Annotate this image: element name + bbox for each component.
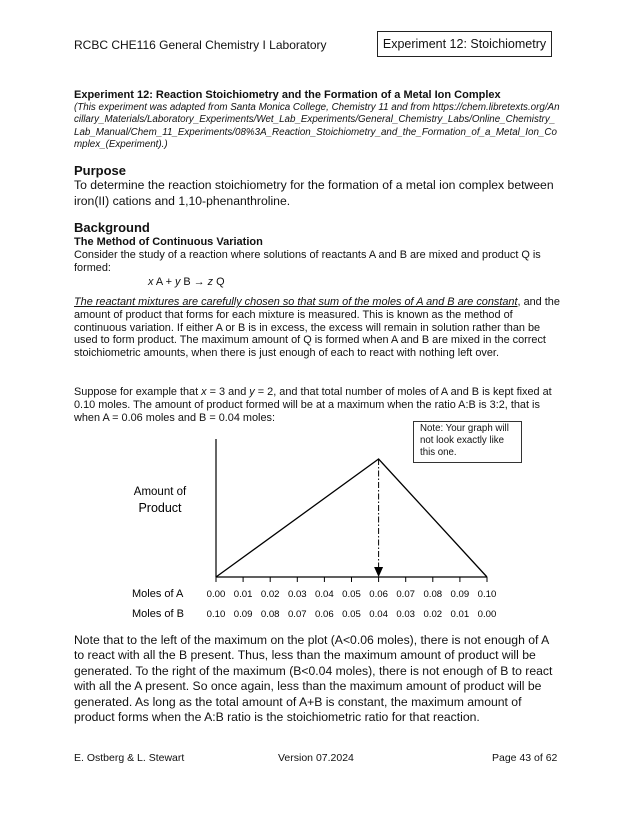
x-tick-label-a: 0.01 <box>233 589 253 600</box>
product-series-line <box>216 459 487 577</box>
x-tick-label-a: 0.04 <box>315 589 334 600</box>
row-label-moles-a: Moles of A <box>132 588 184 600</box>
x-tick-label-a: 0.03 <box>287 589 307 600</box>
x-tick-label-b: 0.05 <box>342 609 361 620</box>
footer-authors: E. Ostberg & L. Stewart <box>74 752 185 764</box>
x-tick-label-a: 0.00 <box>206 589 226 600</box>
x-tick-label-b: 0.08 <box>260 609 280 620</box>
x-tick-label-b: 0.07 <box>287 609 307 620</box>
document-title: Experiment 12: Reaction Stoichiometry and the Formation of a Metal Ion Complex <box>74 89 501 101</box>
x-tick-label-a: 0.06 <box>369 589 388 600</box>
footer-page: Page 43 of 62 <box>492 752 558 764</box>
x-tick-label-b: 0.00 <box>477 609 497 620</box>
x-tick-label-b: 0.09 <box>233 609 253 620</box>
coef-x: x <box>148 276 154 288</box>
x-tick-label-a: 0.02 <box>260 589 280 600</box>
x-tick-label-a: 0.07 <box>396 589 416 600</box>
x-tick-label-b: 0.10 <box>206 609 226 620</box>
coef-z: z <box>204 276 214 288</box>
x-tick-label-b: 0.01 <box>450 609 470 620</box>
x-tick-label-a: 0.05 <box>342 589 361 600</box>
eq-q: Q <box>213 276 225 288</box>
maximum-arrowhead <box>374 567 383 577</box>
background-paragraph-1: Consider the study of a reaction where solutions of reactants A and B are mixed and product Q is formed: <box>74 249 541 275</box>
purpose-heading: Purpose <box>74 163 127 178</box>
eq-b: B <box>180 276 194 288</box>
row-label-moles-b: Moles of B <box>132 608 184 620</box>
p3-y: y <box>249 386 255 398</box>
x-tick-label-b: 0.04 <box>369 609 388 620</box>
background-heading: Background <box>74 220 150 235</box>
p3-t1: Suppose for example that <box>74 386 202 398</box>
background-paragraph-3 <box>74 386 564 424</box>
source-credit: (This experiment was adapted from Santa Monica College, Chemistry 11 and from https://chem.libretexts.org/Ancillary_Materials/Laboratory_Experiments/Wet_Lab_Experiments/General_Chemistry_Labs/Online_Chemistry_Lab_Manual/Chem_11_Experiments/08%3A_Reaction_Stoichiometry_and_the_Formation_of_a_Metal_Ion_Complex_(Experiment).) <box>74 102 560 151</box>
header-course: RCBC CHE116 General Chemistry I Laboratory <box>74 38 327 52</box>
y-axis-label-line1: Amount of <box>133 486 187 498</box>
underlined-statement: The reactant mixtures are carefully chosen so that sum of the moles of A and B are constant <box>74 296 518 308</box>
x-tick-label-a: 0.08 <box>423 589 443 600</box>
p3-t2: = 3 and <box>206 386 250 398</box>
method-subheading: The Method of Continuous Variation <box>74 236 263 248</box>
x-tick-label-a: 0.10 <box>477 589 497 600</box>
background-paragraph-2 <box>74 296 564 360</box>
p3-x: x <box>201 386 207 398</box>
reaction-equation <box>148 276 225 288</box>
header-experiment-box: Experiment 12: Stoichiometry <box>377 31 552 57</box>
reaction-arrow: → <box>193 276 205 288</box>
p3-t3: = 2, and that total number of moles of A and B is kept fixed at 0.10 moles. The amount of product formed will be at a maximum when the ratio A:B is 3:2, that is when A = 0.06 moles and B = 0.04 moles: <box>74 386 552 424</box>
x-tick-label-b: 0.02 <box>423 609 443 620</box>
graph-note: Note: Your graph will not look exactly like this one. <box>413 421 522 463</box>
x-tick-label-a: 0.09 <box>450 589 470 600</box>
purpose-text: To determine the reaction stoichiometry for the formation of a metal ion complex between iron(II) cations and 1,10-phenanthroline. <box>74 178 554 208</box>
paragraph-2-rest: , and the amount of product that forms for each mixture is measured. This is known as the method of continuous variation. If either A or B is in excess, the excess will remain in solution rather than be used to form product. The maximum amount of Q is formed when A and B are mixed in the correct stoichiometric amounts, when there is just enough of each to react with nothing left over. <box>74 296 560 360</box>
y-axis-label-line2: Product <box>138 501 182 515</box>
coef-y: y <box>174 276 181 288</box>
x-tick-label-b: 0.06 <box>315 609 334 620</box>
footer-version: Version 07.2024 <box>278 752 354 764</box>
x-tick-label-b: 0.03 <box>396 609 416 620</box>
eq-a: A + <box>153 276 175 288</box>
conclusion-paragraph: Note that to the left of the maximum on the plot (A<0.06 moles), there is not enough of A to react with all the B present. Thus, less than the maximum amount of product will be generated. To the right of the maximum (B<0.04 moles), there is not enough of B to react with all the A present. So once again, less than the maximum amount of product will be generated. As long as the total amount of A+B is constant, the maximum amount of product forms when the A:B ratio is the stoichiometric ratio for that reaction. <box>74 633 553 725</box>
